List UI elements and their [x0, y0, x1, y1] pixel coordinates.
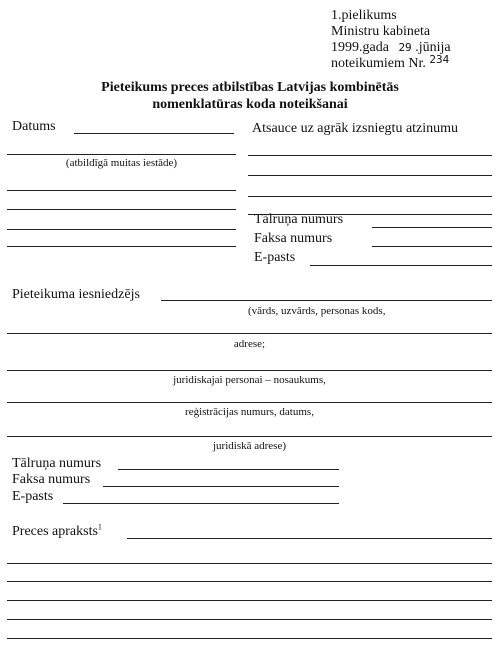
date-field[interactable] [74, 133, 234, 134]
applicant-legal-address-field[interactable] [7, 436, 492, 437]
applicant-email-label: E-pasts [12, 489, 54, 504]
applicant-address-field[interactable] [7, 333, 492, 334]
applicant-legal-address-caption: juridiskā adrese) [213, 440, 286, 452]
customs-office-caption: (atbildīgā muitas iestāde) [65, 157, 178, 169]
customs-line-1[interactable] [7, 190, 236, 191]
applicant-legal-name-caption: juridiskajai personai – nosaukums, [173, 374, 326, 386]
goods-line-1[interactable] [7, 563, 492, 564]
right-phone-field[interactable] [372, 227, 492, 228]
applicant-legal-name-field[interactable] [7, 370, 492, 371]
applicant-registration-field[interactable] [7, 402, 492, 403]
regulation-number-value: 234 [429, 53, 450, 66]
right-email-field[interactable] [310, 265, 492, 266]
regulation-day: 29 [398, 41, 412, 54]
goods-description-label [12, 524, 102, 540]
right-email-label: E-pasts [254, 250, 296, 265]
customs-line-2[interactable] [7, 209, 236, 210]
right-phone-label: Tālruņa numurs [254, 212, 344, 227]
customs-office-field[interactable] [7, 154, 236, 155]
applicant-label: Pieteikuma iesniedzējs [12, 287, 140, 302]
regulation-number-prefix: noteikumiem Nr. [331, 56, 426, 71]
regulation-year: 1999.gada [331, 40, 389, 55]
date-label: Datums [12, 119, 56, 134]
right-fax-label: Faksa numurs [254, 231, 333, 246]
annex-label: 1.pielikums [331, 8, 397, 23]
applicant-phone-label: Tālruņa numurs [12, 456, 102, 471]
goods-footnote-marker: 1 [97, 522, 102, 532]
applicant-name-caption: (vārds, uzvārds, personas kods, [248, 305, 386, 317]
reference-line-3[interactable] [248, 196, 492, 197]
applicant-fax-label: Faksa numurs [12, 472, 91, 487]
applicant-fax-field[interactable] [103, 486, 339, 487]
goods-description-field[interactable] [127, 538, 492, 539]
customs-line-4[interactable] [7, 246, 236, 247]
goods-line-2[interactable] [7, 581, 492, 582]
regulation-month: .jūnija [415, 40, 451, 55]
goods-description-text: Preces apraksts [12, 524, 98, 539]
right-fax-field[interactable] [372, 246, 492, 247]
goods-line-3[interactable] [7, 600, 492, 601]
form-title-line-1: Pieteikums preces atbilstības Latvijas kombinētās [101, 80, 399, 95]
reference-label: Atsauce uz agrāk izsniegtu atzinumu [252, 121, 459, 136]
form-title-line-2: nomenklatūras koda noteikšanai [152, 97, 348, 112]
reference-line-2[interactable] [248, 175, 492, 176]
reference-line-1[interactable] [248, 155, 492, 156]
applicant-email-field[interactable] [63, 503, 339, 504]
regulation-number [331, 53, 450, 72]
applicant-name-field[interactable] [161, 300, 492, 301]
customs-line-3[interactable] [7, 229, 236, 230]
applicant-phone-field[interactable] [118, 469, 339, 470]
cabinet-label: Ministru kabineta [331, 24, 431, 39]
applicant-address-caption: adrese; [233, 338, 266, 350]
goods-line-5[interactable] [7, 638, 492, 639]
applicant-registration-caption: reģistrācijas numurs, datums, [185, 406, 314, 418]
goods-line-4[interactable] [7, 619, 492, 620]
